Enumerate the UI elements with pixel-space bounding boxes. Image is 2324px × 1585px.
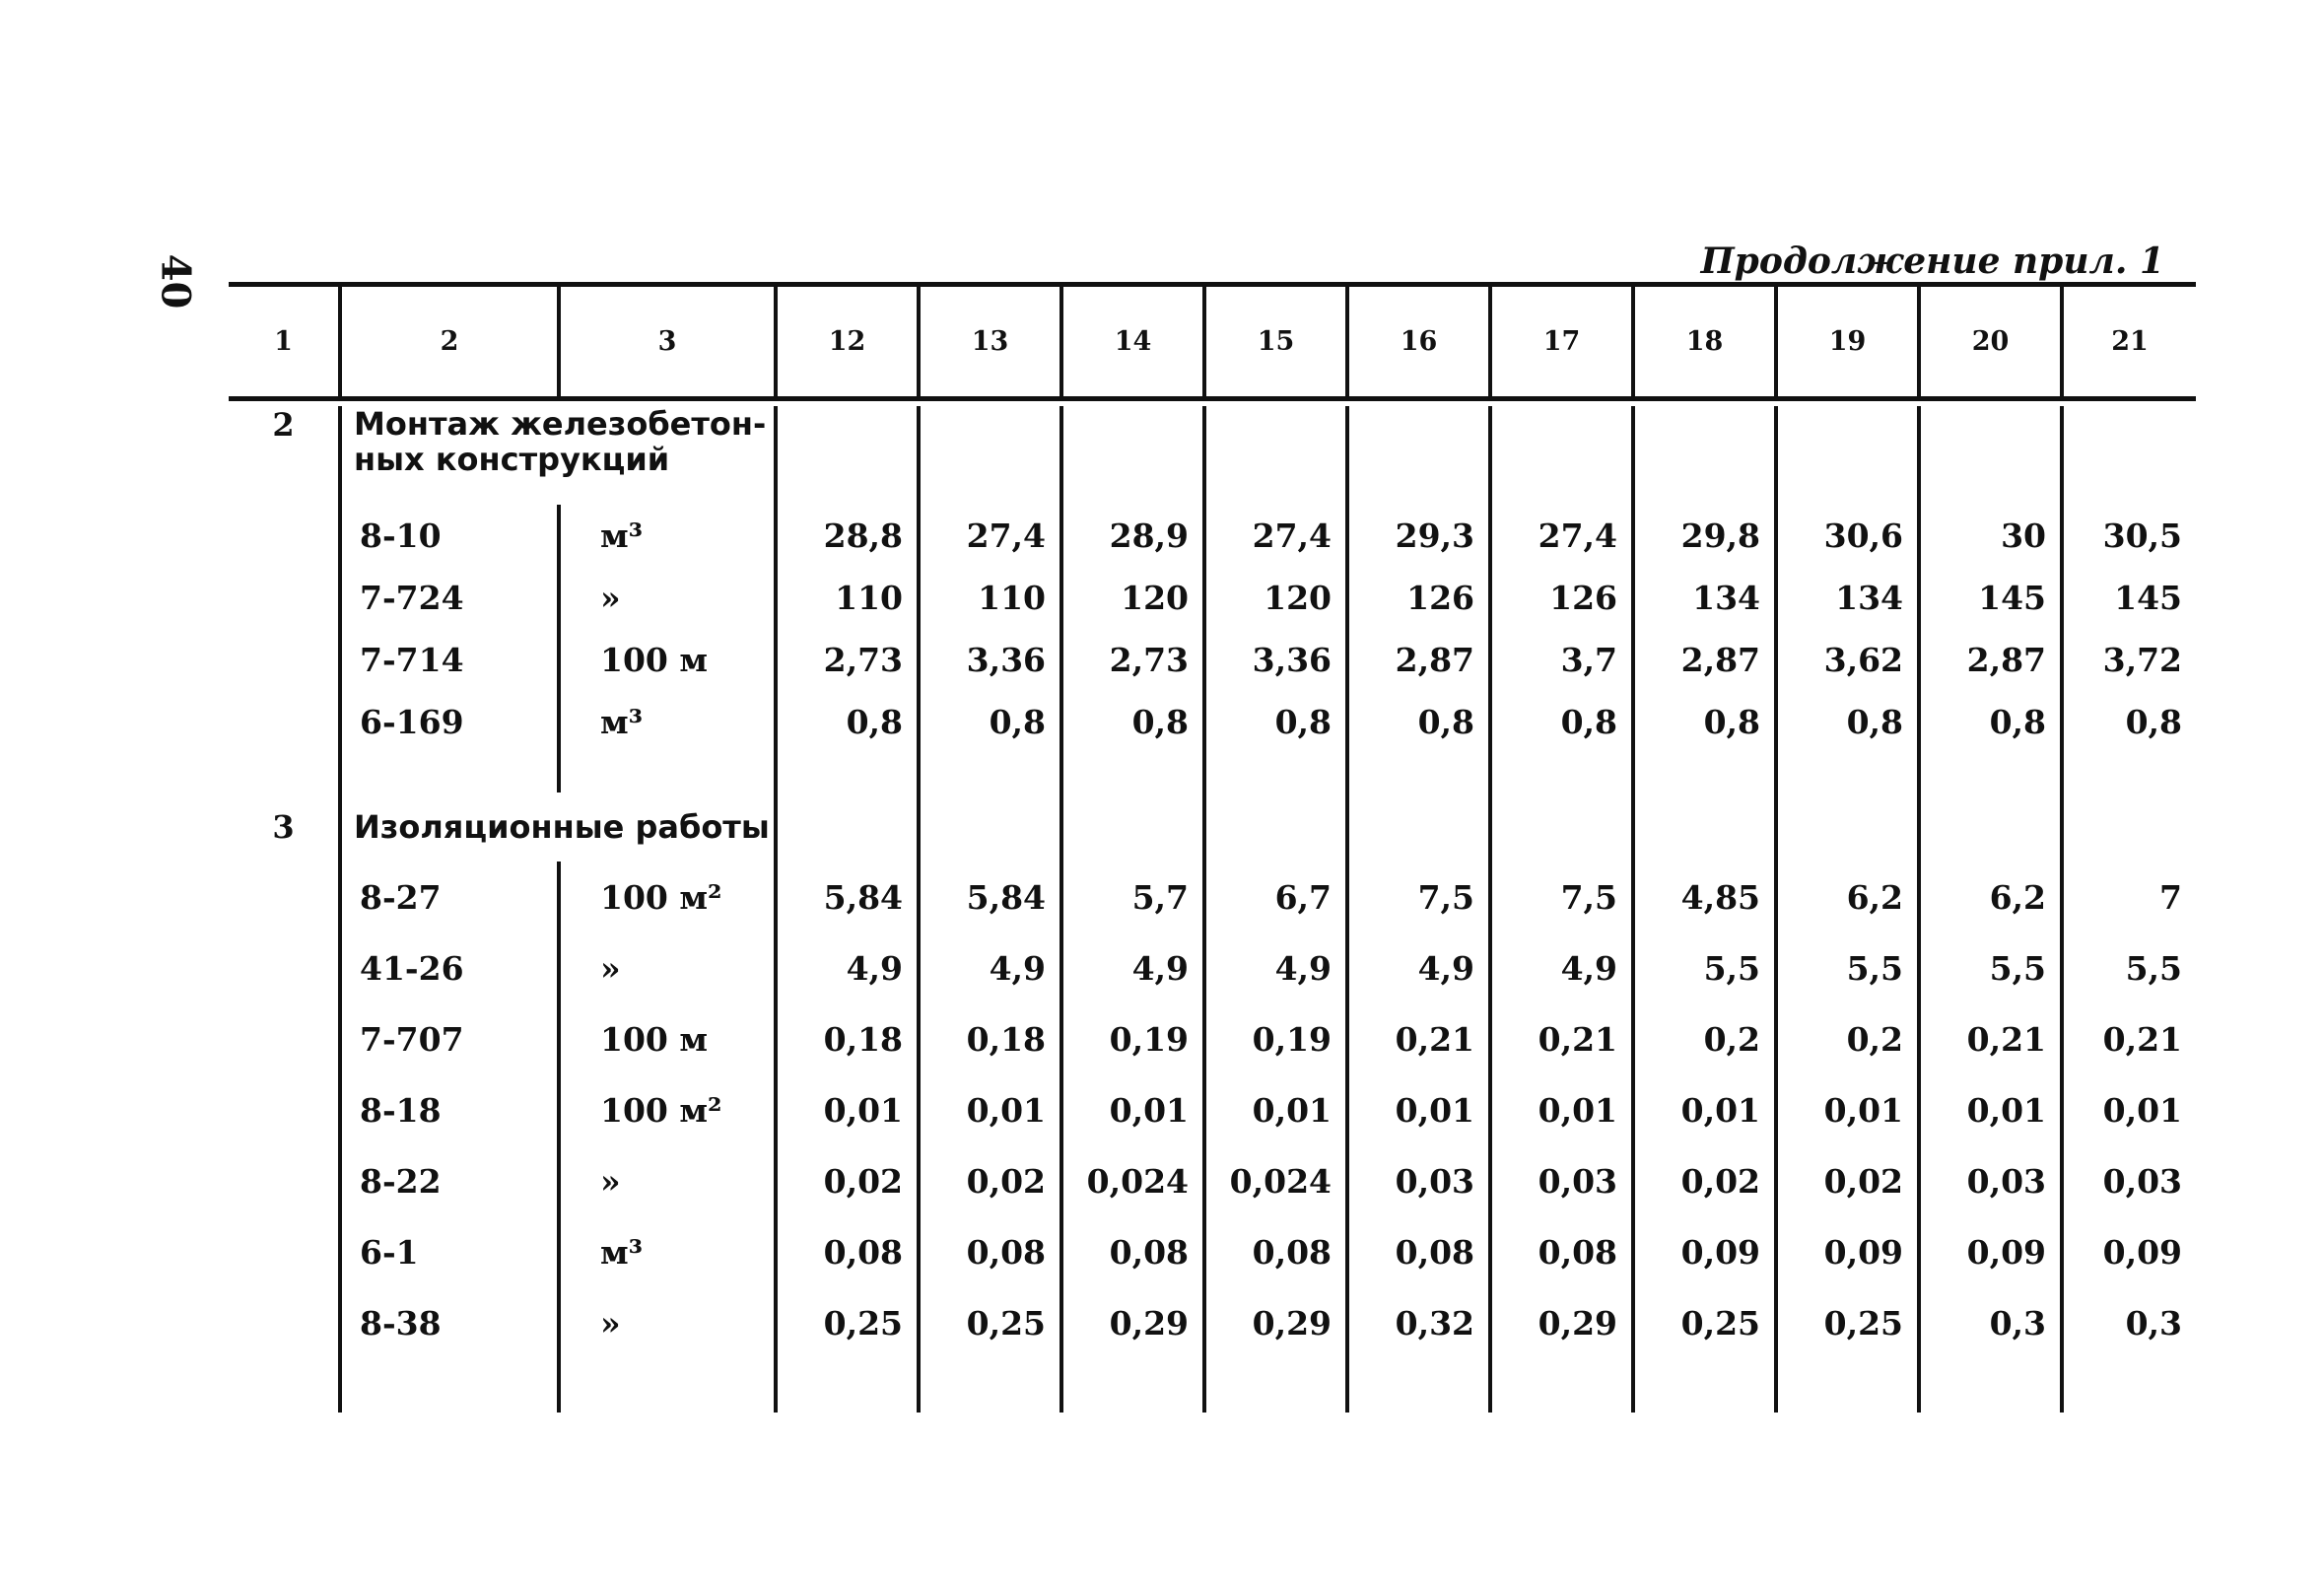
unit-cell: 100 м² (559, 861, 776, 932)
value-cell: 0,29 (1490, 1287, 1633, 1358)
value-cell: 0,01 (1776, 1074, 1919, 1145)
code-cell: 6-1 (340, 1216, 559, 1287)
table-row (229, 629, 2196, 691)
empty-cell (229, 1287, 340, 1358)
value-cell: 0,02 (776, 1145, 919, 1216)
empty-cell (1204, 792, 1347, 861)
unit-cell: 100 м (559, 1003, 776, 1074)
value-cell: 145 (1919, 567, 2062, 629)
table-row (229, 1287, 2196, 1358)
value-cell: 5,84 (776, 861, 919, 932)
column-header: 12 (776, 287, 919, 396)
column-header: 16 (1347, 287, 1490, 396)
value-cell: 0,29 (1204, 1287, 1347, 1358)
header-row (229, 287, 2196, 396)
value-cell: 0,18 (919, 1003, 1061, 1074)
empty-cell (1633, 753, 1776, 792)
empty-cell (229, 691, 340, 753)
value-cell: 0,08 (1347, 1216, 1490, 1287)
value-cell: 0,29 (1061, 1287, 1204, 1358)
value-cell: 0,25 (776, 1287, 919, 1358)
empty-cell (559, 753, 776, 792)
empty-cell (1776, 406, 1919, 505)
value-cell: 0,03 (1490, 1145, 1633, 1216)
value-cell: 3,7 (1490, 629, 1633, 691)
value-cell: 27,4 (1490, 505, 1633, 567)
value-cell: 7 (2062, 861, 2196, 932)
empty-cell (229, 1074, 340, 1145)
value-cell: 0,19 (1204, 1003, 1347, 1074)
empty-cell (229, 567, 340, 629)
value-cell: 0,08 (776, 1216, 919, 1287)
empty-cell (1919, 406, 2062, 505)
value-cell: 5,84 (919, 861, 1061, 932)
code-cell: 6-169 (340, 691, 559, 753)
empty-cell (1919, 792, 2062, 861)
empty-cell (1204, 406, 1347, 505)
unit-cell: » (559, 932, 776, 1003)
value-cell: 0,8 (1490, 691, 1633, 753)
empty-cell (776, 753, 919, 792)
table-row (229, 1216, 2196, 1287)
value-cell: 0,8 (1347, 691, 1490, 753)
empty-cell (776, 792, 919, 861)
value-cell: 0,21 (1490, 1003, 1633, 1074)
empty-cell (1776, 792, 1919, 861)
value-cell: 3,72 (2062, 629, 2196, 691)
value-cell: 6,2 (1919, 861, 2062, 932)
value-cell: 29,3 (1347, 505, 1490, 567)
empty-cell (2062, 792, 2196, 861)
empty-cell (1919, 1358, 2062, 1413)
empty-cell (229, 753, 340, 792)
column-header: 2 (340, 287, 559, 396)
value-cell: 145 (2062, 567, 2196, 629)
value-cell: 0,8 (776, 691, 919, 753)
empty-cell (2062, 406, 2196, 505)
empty-cell (229, 1358, 340, 1413)
empty-cell (1919, 753, 2062, 792)
code-cell: 8-18 (340, 1074, 559, 1145)
value-cell: 3,36 (919, 629, 1061, 691)
value-cell: 6,7 (1204, 861, 1347, 932)
value-cell: 5,5 (1919, 932, 2062, 1003)
value-cell: 0,09 (1919, 1216, 2062, 1287)
empty-cell (776, 406, 919, 505)
code-cell: 41-26 (340, 932, 559, 1003)
value-cell: 0,03 (1919, 1145, 2062, 1216)
empty-cell (1776, 1358, 1919, 1413)
code-cell: 8-22 (340, 1145, 559, 1216)
column-header: 20 (1919, 287, 2062, 396)
value-cell: 0,8 (1919, 691, 2062, 753)
value-cell: 0,2 (1776, 1003, 1919, 1074)
value-cell: 0,01 (1919, 1074, 2062, 1145)
empty-cell (919, 406, 1061, 505)
value-cell: 110 (776, 567, 919, 629)
value-cell: 0,024 (1204, 1145, 1347, 1216)
value-cell: 30,5 (2062, 505, 2196, 567)
header-table (229, 287, 2196, 396)
value-cell: 7,5 (1347, 861, 1490, 932)
column-header: 14 (1061, 287, 1204, 396)
empty-cell (1061, 753, 1204, 792)
value-cell: 5,5 (1776, 932, 1919, 1003)
code-cell: 8-10 (340, 505, 559, 567)
table-row (229, 691, 2196, 753)
value-cell: 0,8 (2062, 691, 2196, 753)
empty-cell (1633, 406, 1776, 505)
value-cell: 3,62 (1776, 629, 1919, 691)
unit-cell: » (559, 1145, 776, 1216)
table-row (229, 861, 2196, 932)
data-table (229, 406, 2196, 1413)
value-cell: 0,3 (2062, 1287, 2196, 1358)
empty-cell (1490, 792, 1633, 861)
empty-cell (229, 629, 340, 691)
value-cell: 0,08 (1204, 1216, 1347, 1287)
continuation-label: Продолжение прил. 1 (1700, 241, 2164, 282)
table-row (229, 1145, 2196, 1216)
column-header: 3 (559, 287, 776, 396)
empty-cell (229, 505, 340, 567)
empty-cell (1633, 1358, 1776, 1413)
column-header: 13 (919, 287, 1061, 396)
section-title: Изоляционные работы (340, 792, 776, 861)
value-cell: 4,9 (919, 932, 1061, 1003)
table-row (229, 1003, 2196, 1074)
value-cell: 0,01 (2062, 1074, 2196, 1145)
empty-cell (1633, 792, 1776, 861)
section-row (229, 406, 2196, 505)
column-header: 15 (1204, 287, 1347, 396)
section-number: 3 (272, 808, 295, 846)
value-cell: 0,09 (2062, 1216, 2196, 1287)
value-cell: 4,9 (776, 932, 919, 1003)
value-cell: 0,25 (919, 1287, 1061, 1358)
empty-cell (1061, 792, 1204, 861)
value-cell: 28,8 (776, 505, 919, 567)
empty-cell (229, 1145, 340, 1216)
empty-cell (1776, 753, 1919, 792)
empty-cell (229, 1216, 340, 1287)
spacer-row (229, 753, 2196, 792)
empty-cell (1347, 792, 1490, 861)
unit-cell: м³ (559, 505, 776, 567)
value-cell: 0,25 (1633, 1287, 1776, 1358)
value-cell: 134 (1776, 567, 1919, 629)
value-cell: 0,09 (1633, 1216, 1776, 1287)
empty-cell (229, 861, 340, 932)
value-cell: 6,2 (1776, 861, 1919, 932)
value-cell: 0,01 (776, 1074, 919, 1145)
value-cell: 0,02 (1776, 1145, 1919, 1216)
value-cell: 5,5 (2062, 932, 2196, 1003)
value-cell: 0,024 (1061, 1145, 1204, 1216)
unit-cell: » (559, 567, 776, 629)
value-cell: 0,8 (1776, 691, 1919, 753)
table-row (229, 505, 2196, 567)
value-cell: 0,32 (1347, 1287, 1490, 1358)
empty-cell (229, 1003, 340, 1074)
value-cell: 110 (919, 567, 1061, 629)
value-cell: 0,18 (776, 1003, 919, 1074)
empty-cell (919, 753, 1061, 792)
empty-cell (1061, 1358, 1204, 1413)
unit-cell: 100 м (559, 629, 776, 691)
value-cell: 28,9 (1061, 505, 1204, 567)
empty-cell (2062, 1358, 2196, 1413)
column-header: 1 (274, 326, 293, 357)
value-cell: 120 (1061, 567, 1204, 629)
value-cell: 0,01 (1633, 1074, 1776, 1145)
section-row (229, 792, 2196, 861)
empty-cell (776, 1358, 919, 1413)
value-cell: 0,25 (1776, 1287, 1919, 1358)
value-cell: 0,03 (1347, 1145, 1490, 1216)
value-cell: 120 (1204, 567, 1347, 629)
value-cell: 4,9 (1061, 932, 1204, 1003)
value-cell: 0,03 (2062, 1145, 2196, 1216)
value-cell: 4,9 (1204, 932, 1347, 1003)
column-header: 21 (2062, 287, 2196, 396)
empty-cell (2062, 753, 2196, 792)
section-number: 2 (272, 406, 295, 444)
value-cell: 4,9 (1347, 932, 1490, 1003)
unit-cell: м³ (559, 1216, 776, 1287)
page-number: 40 (152, 253, 199, 310)
header-bottom-rule (229, 396, 2196, 401)
value-cell: 0,8 (1633, 691, 1776, 753)
value-cell: 30,6 (1776, 505, 1919, 567)
value-cell: 2,73 (1061, 629, 1204, 691)
empty-cell (1061, 406, 1204, 505)
value-cell: 2,87 (1633, 629, 1776, 691)
value-cell: 126 (1490, 567, 1633, 629)
value-cell: 4,9 (1490, 932, 1633, 1003)
value-cell: 29,8 (1633, 505, 1776, 567)
value-cell: 2,87 (1347, 629, 1490, 691)
empty-cell (340, 1358, 559, 1413)
empty-cell (1204, 753, 1347, 792)
value-cell: 0,8 (1204, 691, 1347, 753)
empty-cell (559, 1358, 776, 1413)
value-cell: 3,36 (1204, 629, 1347, 691)
value-cell: 5,5 (1633, 932, 1776, 1003)
empty-cell (1204, 1358, 1347, 1413)
column-header: 19 (1776, 287, 1919, 396)
value-cell: 27,4 (919, 505, 1061, 567)
column-header: 17 (1490, 287, 1633, 396)
empty-cell (919, 792, 1061, 861)
value-cell: 0,21 (1347, 1003, 1490, 1074)
code-cell: 8-27 (340, 861, 559, 932)
value-cell: 0,01 (1490, 1074, 1633, 1145)
spacer-row (229, 1358, 2196, 1413)
value-cell: 126 (1347, 567, 1490, 629)
value-cell: 0,8 (1061, 691, 1204, 753)
value-cell: 0,08 (919, 1216, 1061, 1287)
section-title: Монтаж железобетон-ных конструкций (340, 406, 776, 505)
column-header: 18 (1633, 287, 1776, 396)
empty-cell (229, 932, 340, 1003)
value-cell: 5,7 (1061, 861, 1204, 932)
empty-cell (1347, 1358, 1490, 1413)
value-cell: 2,87 (1919, 629, 2062, 691)
unit-cell: м³ (559, 691, 776, 753)
value-cell: 0,01 (1061, 1074, 1204, 1145)
empty-cell (1490, 406, 1633, 505)
table-row (229, 932, 2196, 1003)
code-cell: 8-38 (340, 1287, 559, 1358)
value-cell: 0,02 (919, 1145, 1061, 1216)
value-cell: 4,85 (1633, 861, 1776, 932)
empty-cell (919, 1358, 1061, 1413)
empty-cell (1490, 1358, 1633, 1413)
value-cell: 0,01 (919, 1074, 1061, 1145)
table-row (229, 567, 2196, 629)
value-cell: 2,73 (776, 629, 919, 691)
empty-cell (1490, 753, 1633, 792)
value-cell: 0,01 (1347, 1074, 1490, 1145)
value-cell: 0,19 (1061, 1003, 1204, 1074)
value-cell: 27,4 (1204, 505, 1347, 567)
value-cell: 30 (1919, 505, 2062, 567)
value-cell: 0,21 (1919, 1003, 2062, 1074)
unit-cell: » (559, 1287, 776, 1358)
empty-cell (340, 753, 559, 792)
empty-cell (1347, 406, 1490, 505)
unit-cell: 100 м² (559, 1074, 776, 1145)
code-cell: 7-707 (340, 1003, 559, 1074)
value-cell: 134 (1633, 567, 1776, 629)
value-cell: 0,01 (1204, 1074, 1347, 1145)
empty-cell (1347, 753, 1490, 792)
code-cell: 7-714 (340, 629, 559, 691)
value-cell: 7,5 (1490, 861, 1633, 932)
value-cell: 0,02 (1633, 1145, 1776, 1216)
value-cell: 0,08 (1061, 1216, 1204, 1287)
value-cell: 0,8 (919, 691, 1061, 753)
table-row (229, 1074, 2196, 1145)
value-cell: 0,08 (1490, 1216, 1633, 1287)
value-cell: 0,2 (1633, 1003, 1776, 1074)
value-cell: 0,09 (1776, 1216, 1919, 1287)
value-cell: 0,21 (2062, 1003, 2196, 1074)
code-cell: 7-724 (340, 567, 559, 629)
value-cell: 0,3 (1919, 1287, 2062, 1358)
